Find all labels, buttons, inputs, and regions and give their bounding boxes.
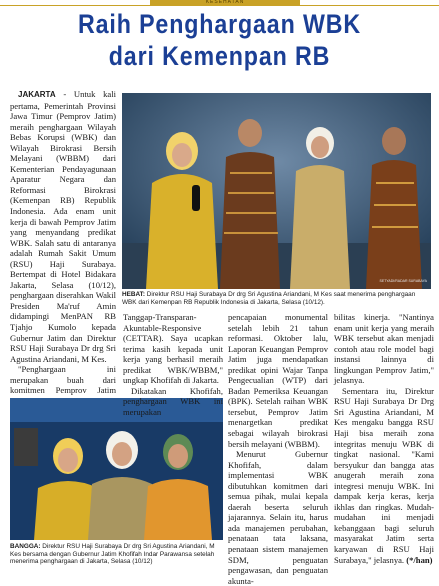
caption-text: Direktur RSU Haji Surabaya Dr drg Sri Agustina Ariandani, M Kes saat menerima penghargaan WBK dari Kemenpan RB Republik Indonesia di Jakarta, Selasa (10/12). — [122, 291, 416, 306]
body-paragraph: pencapaian monumental setelah lebih 21 tahun reformasi. Oktober lalu, Laporan Keuangan Pemprov Jatim juga mendapatkan predikat opini Wajar Tanpa Pengecualian (WTP) dari Badan Pemeriksa Keuangan (BPK). Setelah raihan WBK tersebut, Pemprov Jatim menargetkan predikat sebagai wilayah birokrasi bersih melayani (WBBM). — [228, 312, 328, 449]
article-column-2 — [123, 312, 223, 574]
signoff: (*/han) — [406, 554, 433, 565]
dateline: JAKARTA — [18, 90, 56, 99]
body-paragraph: "Penghargaan ini merupakan buah dari komitmen Pemprov Jatim — [10, 364, 116, 396]
photo-credit: SETYADI/RADAR SURABAYA — [379, 279, 427, 283]
award-photo — [122, 93, 431, 289]
headline-line-2: dari Kemenpan RB — [108, 41, 331, 71]
caption-label: HEBAT: — [122, 291, 145, 298]
body-paragraph: bilitas kinerja. "Nantinya enam unit kerja yang meraih WBK tersebut akan menjadi contoh atau role model bagi instansi lainnya di lingkungan Pemprov Jatim," jelasnya. — [334, 312, 434, 386]
body-paragraph: Dikatakan Khofifah, penghargaan WBK ini merupakan — [123, 385, 223, 417]
article-column-3 — [228, 312, 328, 586]
lead-text: - Untuk kali pertama, Pemerintah Provinsi Jawa Timur (Pemprov Jatim) meraih penghargaan Wilayah Bebas Korupsi (WBK) dan Wilayah Birokrasi Bersih Melayani (WBBM) dari Kementerian Pendayagunaan Aparatur Negara dan Reformasi Birokrasi (Kemenpan RB) Republik Indonesia. Ada enam unit kerja di bawah Pemprov Jatim yang menyandang predikat WBK. Salah satu di antaranya adalah Rumah Sakit Umum (RSU) Haji Surabaya. Bertempat di Hotel Bidakara Jakarta, Selasa (10/12), penghargaan diserahkan Wakil Presiden Ma'ruf Amin didampingi MenPAN RB Tjahjo Kumolo kepada Gubernur Jatim dan Direktur RSU Haji Surabaya Dr drg Sri Agustina Ariandani, M Kes. — [10, 89, 116, 364]
headline-line-1: Raih Penghargaan WBK — [78, 9, 361, 39]
article-headline — [0, 8, 439, 72]
caption-text: Direktur RSU Haji Surabaya Dr drg Sri Agustina Ariandani, M Kes bersama dengan Gubernur Jatim Khofifah Indar Parawansa setelah menerima penghargaan di Jakarta, Selasa (10/12) — [10, 543, 215, 566]
lead-paragraph — [10, 89, 116, 364]
body-paragraph — [334, 386, 434, 565]
article-column-4 — [334, 312, 434, 574]
article-column-1 — [10, 89, 116, 395]
top-thin-rule — [0, 5, 439, 6]
section-label: KESEHATAN — [205, 0, 245, 5]
body-paragraph: Tanggap-Transparan-Akuntable-Responsive (CETTAR). Saya ucapkan terima kasih kepada unit kerja yang berhasil meraih predikat WBK/WBBM," ungkap Khofifah di Jakarta. — [123, 312, 223, 386]
award-photo-caption — [122, 291, 431, 306]
body-paragraph: Menurut Gubernur Khofifah, dalam implementasi WBK dibutuhkan komitmen dari semua pihak, mulai kepala daerah beserta seluruh jajarannya. Selain itu, harus ada manajemen perubahan, penataan tata laksana, penataan sistem manajemen SDM, penguatan pengawasan, dan penguatan akunta- — [228, 449, 328, 586]
closing-text: Sementara itu, Direktur RSU Haji Surabaya Dr Drg Sri Agustina Ariandani, M Kes mengaku bangga RSU Haji bisa meraih zona integritas menuju WBK di tingkat nasional. "Kami bersyukur dan bangga atas anugerah meraih zona integresi menuju WBK. Ini dampak kerja keras, kerja ikhlas dan ringkas. Mudah-mudahan ini menjadi kebanggaan bagi seluruh masyarakat Jatim serta karyawan di RSU Haji Surabaya," jelasnya. — [334, 385, 434, 565]
caption-label: BANGGA: — [10, 543, 41, 550]
award-photo-illustration — [122, 93, 431, 289]
